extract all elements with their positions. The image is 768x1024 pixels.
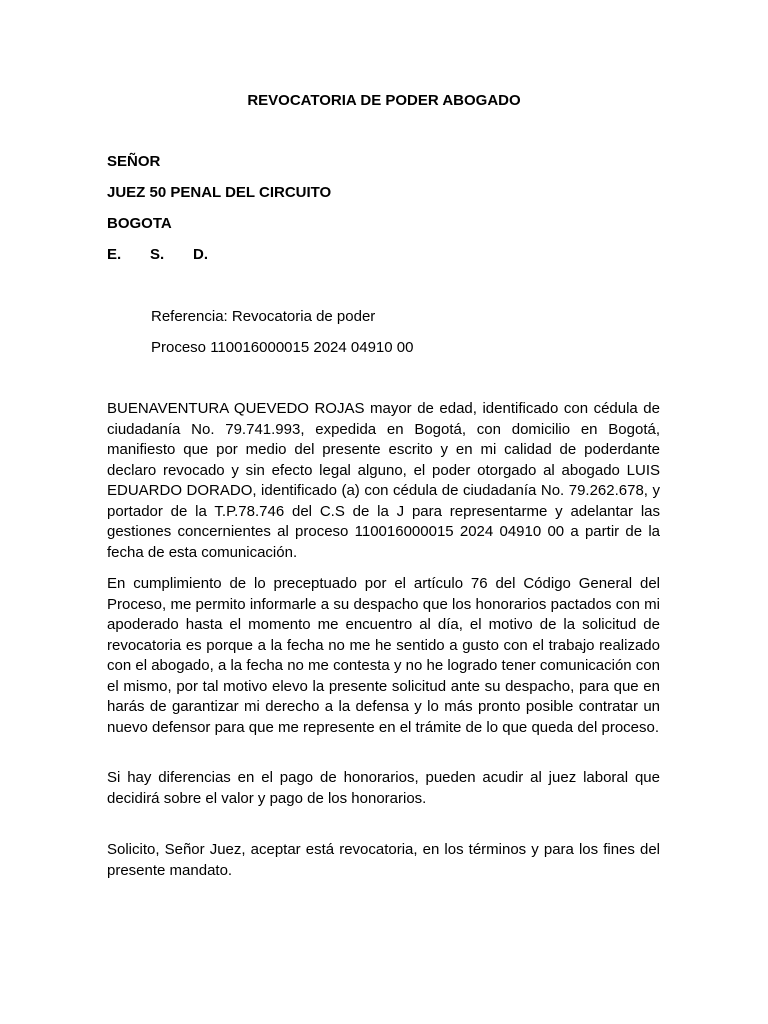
addressee-salutation: SEÑOR <box>107 153 161 170</box>
esd-s: S. <box>150 246 165 263</box>
process-number-line: Proceso 110016000015 2024 04910 00 <box>151 339 414 356</box>
body-paragraph-4: Solicito, Señor Juez, aceptar está revocatoria, en los términos y para los fines del presente mandato. <box>107 841 660 879</box>
esd-d: D. <box>193 246 208 263</box>
body-paragraph-3: Si hay diferencias en el pago de honorarios, pueden acudir al juez laboral que decidirá sobre el valor y pago de los honorarios. <box>107 769 660 807</box>
addressee-court: JUEZ 50 PENAL DEL CIRCUITO <box>107 184 332 201</box>
document-title: REVOCATORIA DE PODER ABOGADO <box>247 92 521 109</box>
reference-line: Referencia: Revocatoria de poder <box>151 308 376 325</box>
body-paragraph-2: En cumplimiento de lo preceptuado por el artículo 76 del Código General del Proceso, me permito informarle a su despacho que los honorarios pactados con mi apoderado hasta el momento me encuentro al día, el motivo de la solicitud de revocatoria es porque a la fecha no me he sentido a gusto con el trabajo realizado con el abogado, a la fecha no me contesta y no he logrado tener comunicación con el mismo, por tal motivo elevo la presente solicitud ante su despacho, para que en harás de garantizar mi derecho a la defensa y lo más pronto posible contratar un nuevo defensor para que me represente en el trámite de lo que queda del proceso. <box>107 575 660 736</box>
esd-e: E. <box>107 246 122 263</box>
body-paragraph-1: BUENAVENTURA QUEVEDO ROJAS mayor de edad, identificado con cédula de ciudadanía No. 79.741.993, expedida en Bogotá, con domicilio en Bogotá, manifiesto que por medio del presente escrito y en mi calidad de poderdante declaro revocado y sin efecto legal alguno, el poder otorgado al abogado LUIS EDUARDO DORADO, identificado (a) con cédula de ciudadanía No. 79.262.678, y portador de la T.P.78.746 del C.S de la J para representarme y adelantar las gestiones concernientes al proceso 110016000015 2024 04910 00 a partir de la fecha de esta comunicación. <box>107 400 660 561</box>
addressee-city: BOGOTA <box>107 215 172 232</box>
